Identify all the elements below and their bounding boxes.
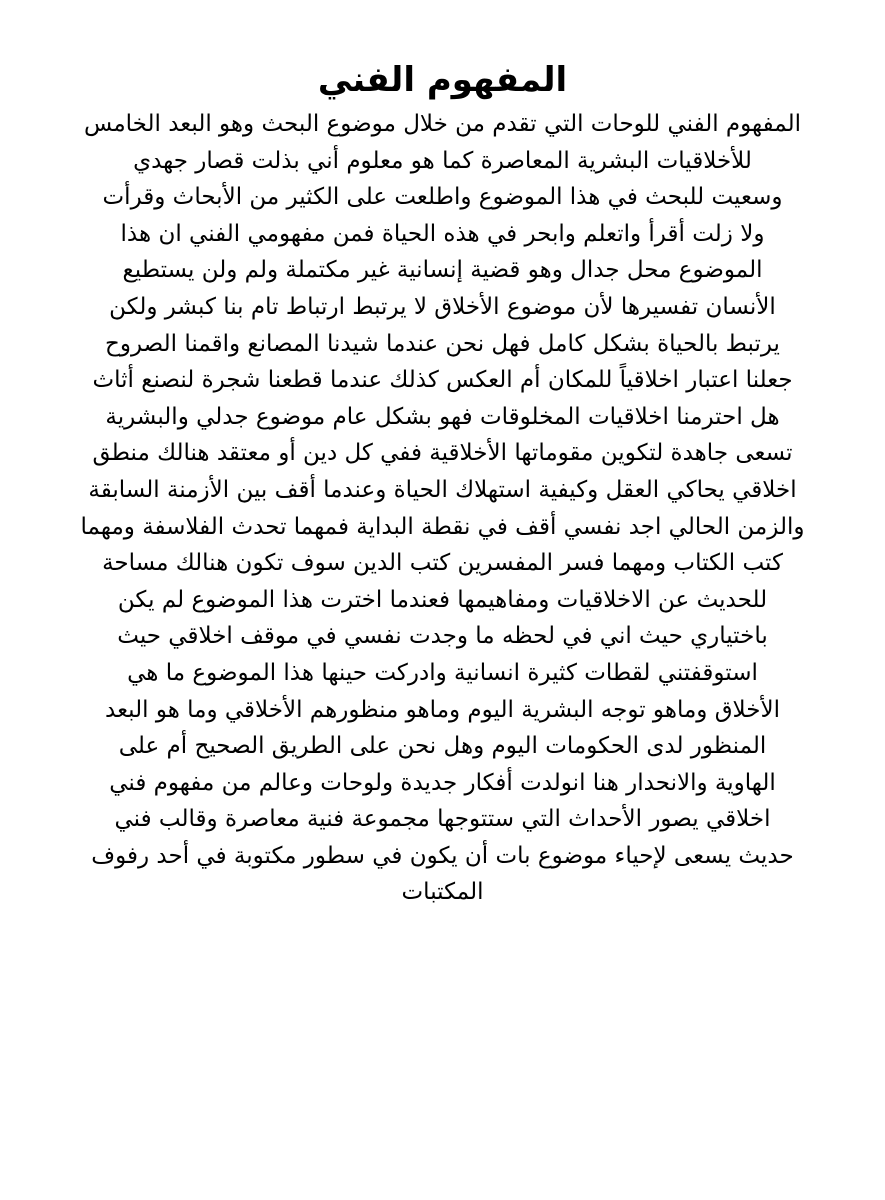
text-line: الموضوع محل جدال وهو قضية إنسانية غير مكتملة ولم ولن يستطيع: [122, 257, 763, 284]
text-line: كتب الكتاب ومهما فسر المفسرين كتب الدين سوف تكون هنالك مساحة: [102, 550, 783, 577]
text-line: يرتبط بالحياة بشكل كامل فهل نحن عندما شيدنا المصانع واقمنا الصروح: [105, 330, 780, 357]
text-line: باختياري حيث اني في لحظه ما وجدت نفسي في موقف اخلاقي حيث: [117, 623, 768, 650]
text-line: اخلاقي يحاكي العقل وكيفية استهلاك الحياة وعندما أقف بين الأزمنة السابقة: [88, 476, 797, 503]
text-line: للحديث عن الاخلاقيات ومفاهيمها فعندما اخترت هذا الموضوع لم يكن: [117, 586, 768, 613]
text-line: المكتبات: [401, 879, 484, 906]
text-line: ولا زلت أقرأ واتعلم وابحر في هذه الحياة فمن مفهومي الفني ان هذا: [120, 220, 765, 247]
text-line: وسعيت للبحث في هذا الموضوع واطلعت على الكثير من الأبحاث وقرأت: [102, 184, 783, 211]
text-line: اخلاقي يصور الأحداث التي ستتوجها مجموعة فنية معاصرة وقالب فني: [114, 806, 771, 833]
text-line: الأنسان تفسيرها لأن موضوع الأخلاق لا يرتبط ارتباط تام بنا كبشر ولكن: [109, 293, 776, 320]
document-body: [30, 106, 855, 911]
text-line: حديث يسعى لإحياء موضوع بات أن يكون في سطور مكتوبة في أحد رفوف: [91, 842, 794, 869]
text-line: المنظور لدى الحكومات اليوم وهل نحن على الطريق الصحيح أم على: [118, 733, 767, 760]
text-line: والزمن الحالي اجد نفسي أقف في نقطة البداية فمهما تحدث الفلاسفة ومهما: [80, 513, 805, 540]
text-line: الهاوية والانحدار هنا انولدت أفكار جديدة ولوحات وعالم من مفهوم فني: [109, 769, 776, 796]
text-line: للأخلاقيات البشرية المعاصرة كما هو معلوم أني بذلت قصار جهدي: [133, 147, 752, 174]
text-line: المفهوم الفني للوحات التي تقدم من خلال موضوع البحث وهو البعد الخامس: [84, 111, 801, 137]
text-line: الأخلاق وماهو توجه البشرية اليوم وماهو منظورهم الأخلاقي وما هو البعد: [105, 696, 780, 723]
text-line: تسعى جاهدة لتكوين مقوماتها الأخلاقية ففي كل دين أو معتقد هنالك منطق: [92, 440, 793, 467]
text-line: جعلنا اعتبار اخلاقياً للمكان أم العكس كذلك عندما قطعنا شجرة لنصنع أثاث: [92, 367, 793, 394]
text-line: هل احترمنا اخلاقيات المخلوقات فهو بشكل عام موضوع جدلي والبشرية: [105, 403, 780, 430]
document-title: المفهوم الفني: [317, 60, 568, 100]
text-line: استوقفتني لقطات كثيرة انسانية وادركت حينها هذا الموضوع ما هي: [127, 659, 758, 686]
